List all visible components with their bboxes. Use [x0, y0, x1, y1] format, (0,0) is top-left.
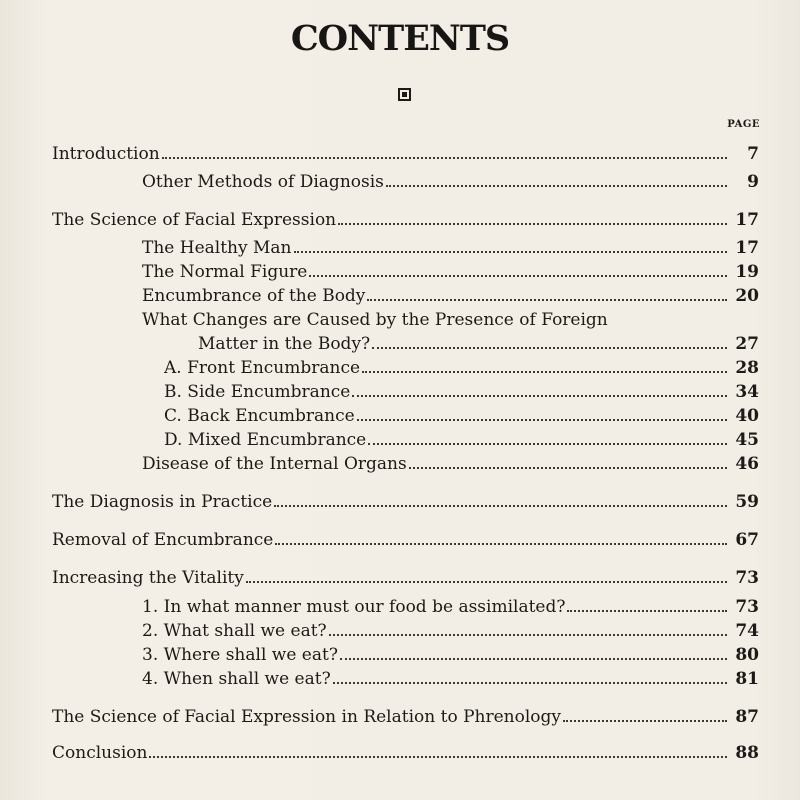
dot-leader — [368, 443, 727, 445]
toc-entry-title: The Science of Facial Expression in Relation to Phrenology — [52, 707, 561, 727]
toc-entry — [52, 143, 759, 165]
dot-leader — [246, 581, 727, 583]
toc-entry-title: 1. In what manner must our food be assimilated? — [142, 597, 566, 617]
toc-entry-title: B. Side Encumbrance — [164, 382, 351, 402]
dot-leader — [362, 371, 727, 373]
toc-entry-title: Encumbrance of the Body — [142, 286, 366, 306]
toc-entry — [142, 596, 759, 618]
toc-entry-title: Introduction — [52, 144, 160, 164]
toc-entry — [52, 742, 759, 764]
toc-entry — [142, 453, 759, 475]
toc-entry-title: Other Methods of Diagnosis — [142, 172, 384, 192]
contents-heading: CONTENTS — [290, 18, 510, 59]
dot-leader — [563, 720, 727, 722]
toc-entry-title: A. Front Encumbrance — [164, 358, 361, 378]
toc-entry-title: Matter in the Body? — [198, 334, 371, 354]
toc-entry — [164, 357, 759, 379]
toc-entry-page: 67 — [735, 530, 759, 550]
toc-entry — [52, 209, 759, 231]
dot-leader — [294, 251, 728, 253]
toc-entry-page: 88 — [735, 743, 759, 763]
toc-entry — [142, 171, 759, 193]
dot-leader — [386, 185, 727, 187]
dot-leader — [275, 543, 727, 545]
toc-entry — [142, 237, 759, 259]
toc-entry — [142, 285, 759, 307]
toc-entry-page: 80 — [735, 645, 759, 665]
dot-leader — [309, 275, 727, 277]
toc-entry — [198, 333, 759, 355]
toc-entry-title: 2. What shall we eat? — [142, 621, 327, 641]
dot-leader — [352, 395, 727, 397]
toc-entry — [52, 529, 759, 551]
toc-entry-title: The Healthy Man — [142, 238, 292, 258]
toc-entry-page: 40 — [735, 406, 759, 426]
toc-entry-title: C. Back Encumbrance — [164, 406, 355, 426]
toc-entry-page: 59 — [735, 492, 759, 512]
toc-entry-title: D. Mixed Encumbrance — [164, 430, 367, 450]
dot-leader — [149, 756, 727, 758]
dot-leader — [340, 658, 727, 660]
toc-entry-title: Conclusion — [52, 743, 148, 763]
toc-entry-page: 87 — [735, 707, 759, 727]
toc-entry-title: The Science of Facial Expression — [52, 210, 337, 230]
toc-entry-page: 7 — [747, 144, 759, 164]
toc-entry-page: 19 — [735, 262, 759, 282]
dot-leader — [367, 299, 727, 301]
toc-entry-page: 73 — [735, 568, 759, 588]
dot-leader — [333, 682, 727, 684]
toc-entry-page: 73 — [735, 597, 759, 617]
toc-entry-page: 46 — [735, 454, 759, 474]
dot-leader — [274, 505, 727, 507]
dot-leader — [329, 634, 727, 636]
toc-entry-title: 4. When shall we eat? — [142, 669, 331, 689]
toc-entry — [164, 405, 759, 427]
toc-entry — [142, 668, 759, 690]
toc-entry — [164, 381, 759, 403]
toc-entry-page: 45 — [735, 430, 759, 450]
toc-entry-page: 34 — [735, 382, 759, 402]
toc-entry-title: Removal of Encumbrance — [52, 530, 274, 550]
toc-entry-page: 17 — [735, 210, 759, 230]
toc-entry-title: The Normal Figure — [142, 262, 308, 282]
toc-entry — [142, 644, 759, 666]
toc-entry — [142, 261, 759, 283]
toc-entry-title: 3. Where shall we eat? — [142, 645, 338, 665]
dot-leader — [338, 223, 727, 225]
toc-entry-page: 20 — [735, 286, 759, 306]
dot-leader — [567, 610, 727, 612]
toc-entry-page: 27 — [735, 334, 759, 354]
toc-entry-title: Disease of the Internal Organs — [142, 454, 407, 474]
toc-entry — [52, 706, 759, 728]
toc-entry-page: 81 — [735, 669, 759, 689]
dot-leader — [357, 419, 727, 421]
toc-entry-title: The Diagnosis in Practice — [52, 492, 273, 512]
toc-entry-title: What Changes are Caused by the Presence of Foreign — [142, 310, 608, 330]
toc-entry — [142, 620, 759, 642]
toc-entry — [164, 429, 759, 451]
dot-leader — [409, 467, 727, 469]
toc-entry-page: 28 — [735, 358, 759, 378]
dot-leader — [162, 157, 727, 159]
toc-entry-page: 17 — [735, 238, 759, 258]
toc-entry-page: 9 — [747, 172, 759, 192]
page-column-label: PAGE — [727, 119, 760, 130]
toc-entry — [52, 491, 759, 513]
toc-entry — [52, 567, 759, 589]
toc-entry-page: 74 — [735, 621, 759, 641]
toc-entry-title: Increasing the Vitality — [52, 568, 244, 588]
dot-leader — [372, 347, 727, 349]
